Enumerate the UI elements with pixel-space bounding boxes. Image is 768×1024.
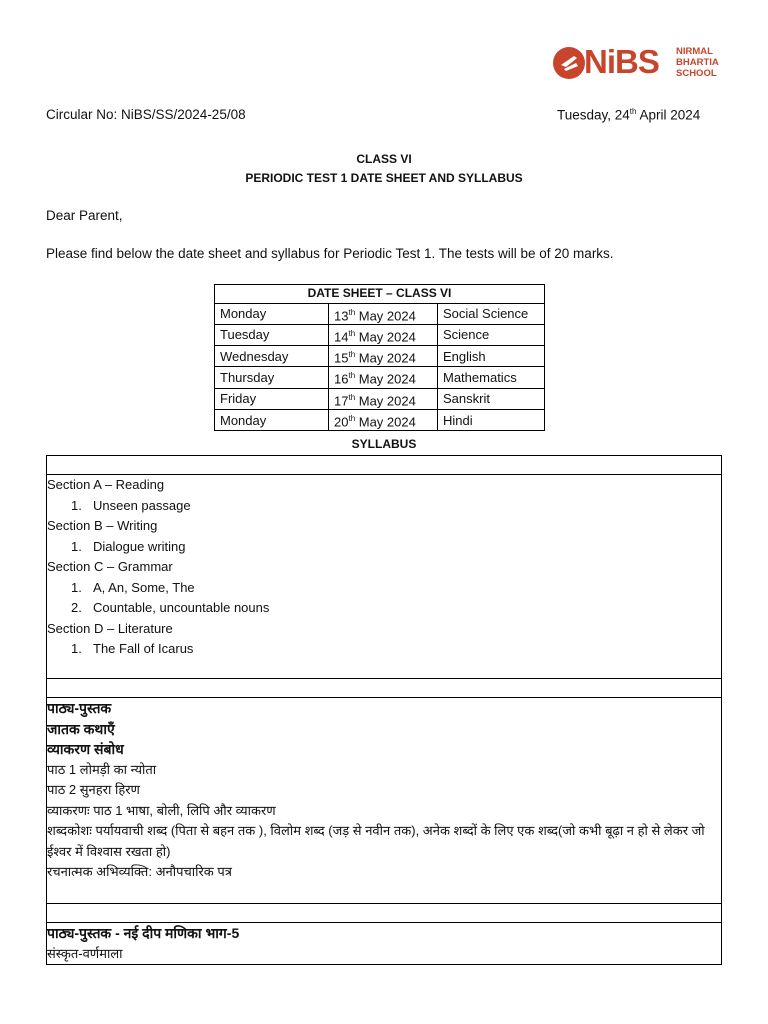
table-row: Thursday 16th May 2024 Mathematics — [215, 367, 545, 388]
list-item: 1. Unseen passage — [71, 497, 191, 513]
syllabus-heading: SYLLABUS — [351, 437, 417, 451]
salutation: Dear Parent, — [46, 208, 123, 223]
logo-subtitle: NIRMAL BHARTIA SCHOOL — [676, 46, 719, 79]
syllabus-table — [46, 455, 722, 965]
circular-number: Circular No: NiBS/SS/2024-25/08 — [46, 107, 246, 122]
class-title: CLASS VI — [356, 152, 412, 166]
hindi-syllabus: पाठ्य-पुस्तक जातक कथाएँ व्याकरण संबोध पाठ 1 लोमड़ी का न्योता पाठ 2 सुनहरा हिरण व्याकरणः पाठ 1 भाषा, बोली, लिपि और व्याकरण शब्दकोशः पर्यायवाची शब्द (पिता से बहन तक ), विलोम शब्द (जड़ से नवीन तक), अनेक शब्दों के लिए एक शब्द(जो कभी बूढ़ा न हो से लेकर जो ईश्वर में विश्वास रखता हो) रचनात्मक अभिव्यक्ति: अनौपचारिक पत्र — [47, 698, 722, 904]
table-row: Monday 13th May 2024 Social Science — [215, 303, 545, 324]
list-item: 1. A, An, Some, The — [71, 579, 195, 595]
school-logo — [552, 44, 732, 84]
table-row: Monday 20th May 2024 Hindi — [215, 410, 545, 431]
sanskrit-syllabus: पाठ्य-पुस्तक - नई दीप मणिका भाग-5 संस्कृत-वर्णमाला — [47, 923, 722, 965]
english-syllabus: Section A – Reading 1. Unseen passage Section B – Writing 1. Dialogue writing Section C – Grammar 1. A, An, Some, The 2. Countable, uncountable nouns Section D – Literature 1. The Fall of Icarus — [47, 475, 722, 679]
sanskrit-subject-cell — [47, 904, 722, 923]
circular-date: Tuesday, 24th April 2024 — [557, 107, 701, 123]
hindi-subject-cell — [47, 679, 722, 698]
table-row: Friday 17th May 2024 Sanskrit — [215, 388, 545, 409]
logo-brand: NiBS — [584, 43, 659, 80]
letter-body: Please find below the date sheet and syllabus for Periodic Test 1. The tests will be of 20 marks. — [46, 246, 614, 261]
list-item: 1. Dialogue writing — [71, 538, 186, 554]
datesheet-table — [214, 284, 545, 431]
table-row: Wednesday 15th May 2024 English — [215, 346, 545, 367]
logo-emblem-icon — [552, 46, 586, 80]
list-item: 2. Countable, uncountable nouns — [71, 600, 270, 615]
document-title: PERIODIC TEST 1 DATE SHEET AND SYLLABUS — [245, 171, 523, 185]
table-row: Tuesday 14th May 2024 Science — [215, 324, 545, 345]
datesheet-heading: DATE SHEET – CLASS VI — [215, 285, 545, 304]
english-subject-cell — [47, 456, 722, 475]
list-item: 1. The Fall of Icarus — [71, 641, 194, 656]
